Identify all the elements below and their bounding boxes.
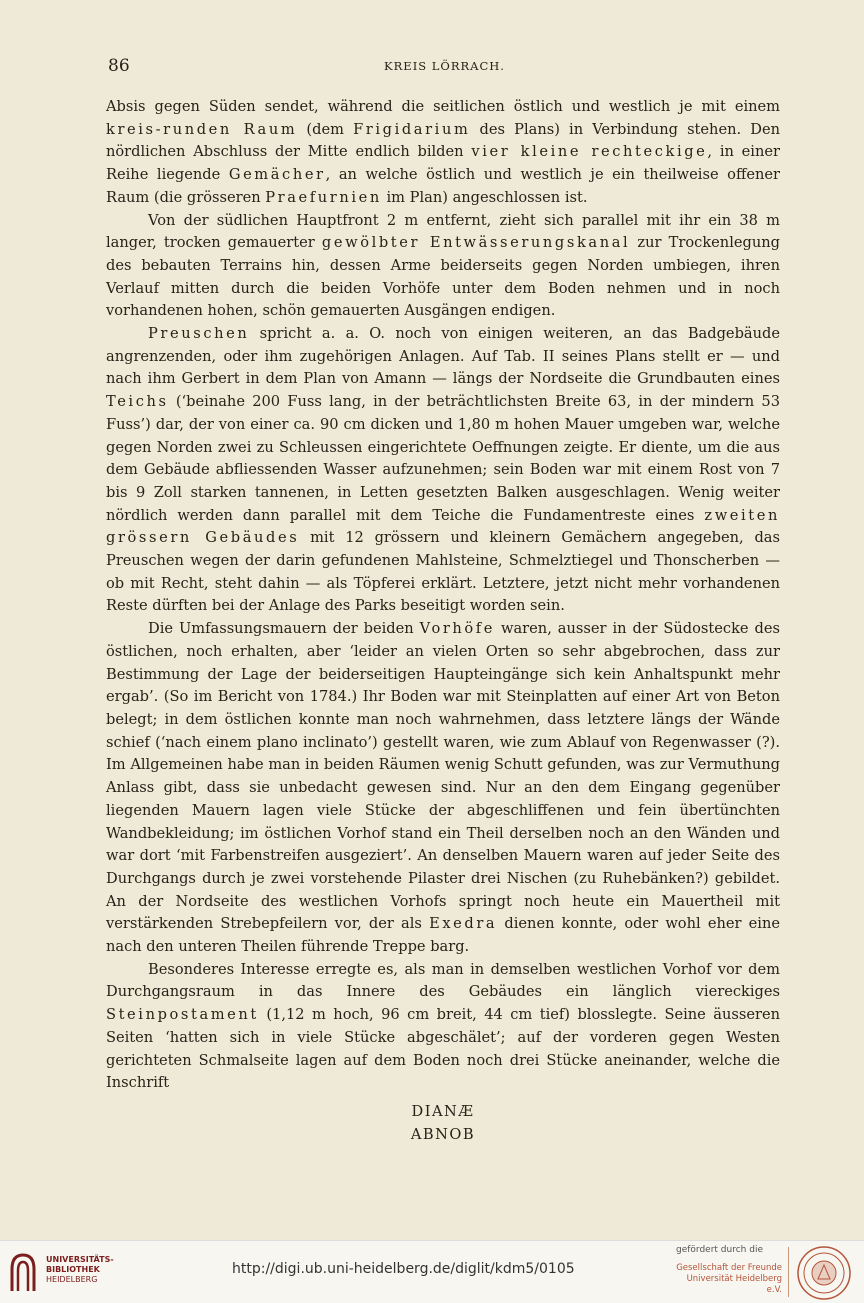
inscription: [106, 1101, 780, 1146]
running-head: KREIS LÖRRACH.: [384, 59, 505, 73]
sponsor-label: gefördert durch die: [676, 1245, 763, 1255]
paragraph-5: Besonderes Interesse erregte es, als man in demselben westlichen Vorhof vor dem Durchgangsraum in das Innere des Gebäudes ein länglich viereckiges Steinpostament (1,12 m hoch, 96 cm breit, 44 cm tief) blosslegte. Seine äusseren Seiten ‘hatten sich in viele Stücke abgeschälet’; auf der vorderen gegen Westen gerichteten Schmalseite lagen auf dem Boden noch drei Stücke aneinander, welche die Inschrift: [106, 960, 780, 1092]
body-text: [106, 96, 780, 1095]
university-seal-icon[interactable]: [796, 1245, 852, 1301]
inscription-line-1: DIANÆ: [411, 1103, 475, 1120]
paragraph-3: Preuschen spricht a. a. O. noch von einigen weiteren, an das Badgebäude angrenzenden, oder ihm zugehörigen Anlagen. Auf Tab. II seines Plans stellt er — und nach ihm Gerbert in dem Plan von Amann — längs der Nordseite die Grundbauten eines Teichs (‘beinahe 200 Fuss lang, in der beträchtlichsten Breite 63, in der mindern 53 Fuss’) dar, der von einer ca. 90 cm dicken und 1,80 m hohen Mauer umgeben war, welche gegen Norden zwei zu Schleussen eingerichtete Oeffnungen zeigte. Er diente, um die aus dem Gebäude abfliessenden Wasser aufzunehmen; sein Boden war mit einem Rost von 7 bis 9 Zoll starken tannenen, in Letten gesetzten Balken ausgeschlagen. Wenig weiter nördlich werden dann parallel mit dem Teiche die Fundamentreste eines zweiten grössern Gebäudes mit 12 grössern und kleinern Gemächern angegeben, das Preuschen wegen der darin gefundenen Mahlsteine, Schmelztiegel und Thonscherben — ob mit Recht, steht dahin — als Töpferei erklärt. Letztere, jetzt nicht mehr vorhandenen Reste dürften bei der Anlage des Parks beseitigt worden sein.: [106, 325, 780, 615]
sponsor-name[interactable]: Gesellschaft der Freunde Universität Heidelberg e.V.: [676, 1263, 782, 1295]
university-library-logo-icon[interactable]: [8, 1251, 38, 1293]
footer-divider: [788, 1247, 789, 1297]
spaced-term: Praefurnien: [265, 188, 382, 206]
spaced-term: Teichs: [106, 393, 169, 411]
spaced-term: gewölbter Entwässerungskanal: [321, 234, 631, 252]
spaced-term: zweiten grössern Gebäudes: [106, 506, 780, 547]
spaced-term: Vorhöfe: [419, 620, 496, 638]
spaced-term: kreis-runden Raum: [106, 120, 298, 138]
spaced-term: Preuschen: [148, 325, 250, 343]
paragraph-1: Absis gegen Süden sendet, während die seitlichen östlich und westlich je mit einem kreis-runden Raum (dem Frigidarium des Plans) in Verbindung stehen. Den nördlichen Abschluss der Mitte endlich bilden vier kleine rechteckige, in einer Reihe liegende Gemächer, an welche östlich und westlich je ein theilweise offener Raum (die grösseren Praefurnien im Plan) angeschlossen ist.: [106, 98, 780, 206]
spaced-term: vier kleine rechteckige: [471, 143, 708, 161]
viewer-footer: [0, 1240, 864, 1303]
spaced-term: Steinpostament: [106, 1006, 259, 1024]
spaced-term: Gemächer: [228, 166, 326, 184]
spaced-term: Exedra: [429, 915, 498, 933]
library-name[interactable]: UNIVERSITÄTS- BIBLIOTHEK HEIDELBERG: [46, 1255, 114, 1284]
page-number: 86: [108, 56, 130, 76]
spaced-term: Frigidarium: [353, 120, 471, 138]
inscription-line-2: ABNOB: [410, 1125, 476, 1143]
paragraph-4: Die Umfassungsmauern der beiden Vorhöfe waren, ausser in der Südostecke des östlichen, noch erhalten, aber ‘leider an vielen Orten so sehr abgebrochen, dass zur Bestimmung der Lage der beiderseitigen Haupteingänge sich kein Anhaltspunkt mehr ergab’. (So im Bericht von 1784.) Ihr Boden war mit Steinplatten auf einer Art von Beton belegt; in dem östlichen konnte man noch wahrnehmen, dass letztere längs der Wände schief (‘nach einem plano inclinato’) gestellt waren, wie zum Ablauf von Regenwasser (?). Im Allgemeinen habe man in beiden Räumen wenig Schutt gefunden, was zur Vermuthung Anlass gibt, dass sie unbedacht gewesen sind. Nur an den dem Eingang gegenüber liegenden Mauern lagen viele Stücke der abgeschliffenen und fein übertünchten Wandbekleidung; im östlichen Vorhof stand ein Theil derselben noch an den Wänden und war dort ‘mit Farbenstreifen ausgeziert’. An denselben Mauern waren auf jeder Seite des Durchgangs durch je zwei vorstehende Pilaster drei Nischen (zu Ruhebänken?) gebildet. An der Nordseite des westlichen Vorhofs springt noch heute ein Mauertheil mit verstärkenden Strebepfeilern vor, der als Exedra dienen konnte, oder wohl eher eine nach den unteren Theilen führende Treppe barg.: [106, 620, 781, 956]
permalink-url[interactable]: http://digi.ub.uni-heidelberg.de/diglit/kdm5/0105: [232, 1261, 575, 1277]
paragraph-2: Von der südlichen Hauptfront 2 m entfernt, zieht sich parallel mit ihr ein 38 m langer, trocken gemauerter gewölbter Entwässerungskanal zur Trockenlegung des bebauten Terrains hin, dessen Arme beiderseits gegen Norden umbiegen, ihren Verlauf mitten durch die beiden Vorhöfe unter dem Boden nehmen und in noch vorhandenen hohen, schön gemauerten Ausgängen endigen.: [106, 211, 780, 320]
page-header: [108, 56, 781, 82]
